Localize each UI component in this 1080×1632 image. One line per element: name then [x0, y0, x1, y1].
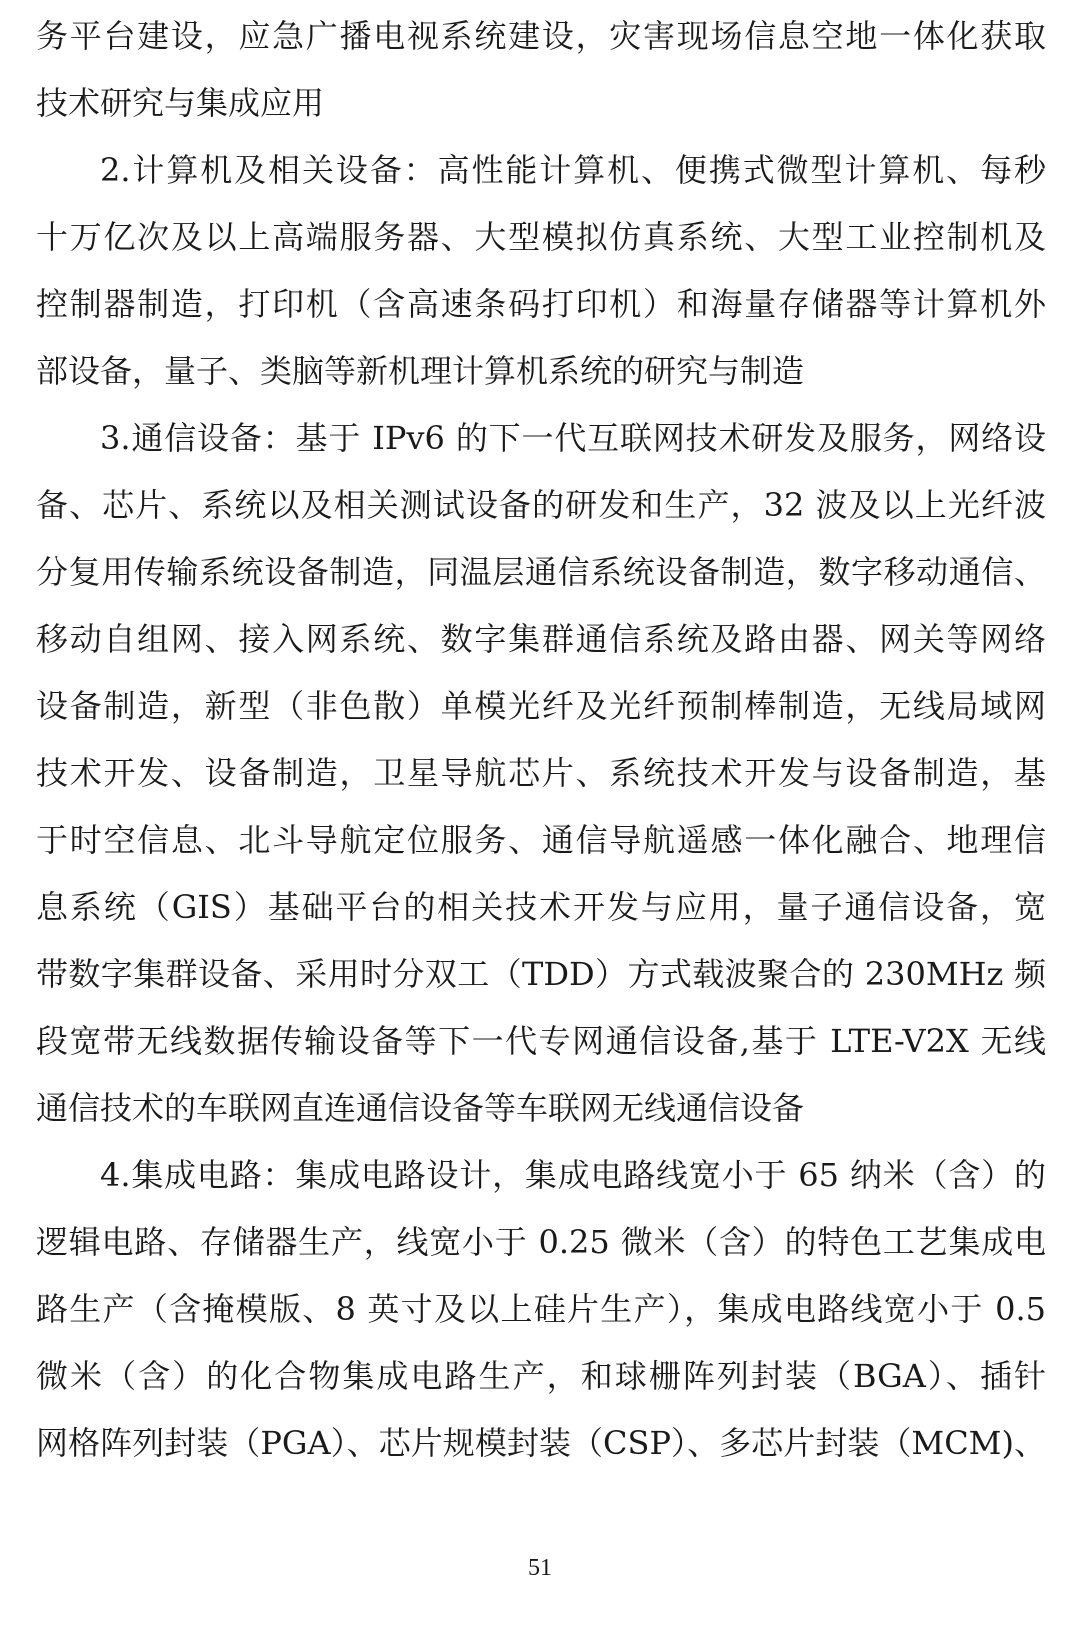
- text-line: 网格阵列封装（PGA）、芯片规模封装（CSP）、多芯片封装（MCM)、: [36, 1424, 1046, 1462]
- text-line: 息系统（GIS）基础平台的相关技术开发与应用，量子通信设备，宽: [36, 888, 1046, 926]
- text-line: 通信技术的车联网直连通信设备等车联网无线通信设备: [36, 1089, 805, 1127]
- text-line: 务平台建设，应急广播电视系统建设，灾害现场信息空地一体化获取: [36, 17, 1046, 55]
- text-line: 3.通信设备：基于 IPv6 的下一代互联网技术研发及服务，网络设: [100, 419, 1046, 457]
- text-line: 4.集成电路：集成电路设计，集成电路线宽小于 65 纳米（含）的: [100, 1156, 1046, 1194]
- text-line: 技术开发、设备制造，卫星导航芯片、系统技术开发与设备制造，基: [36, 754, 1046, 792]
- text-line: 备、芯片、系统以及相关测试设备的研发和生产，32 波及以上光纤波: [36, 486, 1046, 524]
- page-number: 51: [528, 1555, 552, 1581]
- text-line: 逻辑电路、存储器生产，线宽小于 0.25 微米（含）的特色工艺集成电: [36, 1223, 1046, 1261]
- text-line: 设备制造，新型（非色散）单模光纤及光纤预制棒制造，无线局域网: [36, 687, 1046, 725]
- text-line: 分复用传输系统设备制造，同温层通信系统设备制造，数字移动通信、: [36, 553, 1046, 591]
- text-line: 于时空信息、北斗导航定位服务、通信导航遥感一体化融合、地理信: [36, 821, 1046, 859]
- text-line: 微米（含）的化合物集成电路生产，和球栅阵列封装（BGA）、插针: [36, 1357, 1046, 1395]
- text-line: 移动自组网、接入网系统、数字集群通信系统及路由器、网关等网络: [36, 620, 1046, 658]
- text-line: 控制器制造，打印机（含高速条码打印机）和海量存储器等计算机外: [36, 285, 1046, 323]
- text-line: 段宽带无线数据传输设备等下一代专网通信设备,基于 LTE-V2X 无线: [36, 1022, 1046, 1060]
- text-line: 技术研究与集成应用: [36, 84, 325, 122]
- text-line: 十万亿次及以上高端服务器、大型模拟仿真系统、大型工业控制机及: [36, 218, 1046, 256]
- text-line: 路生产（含掩模版、8 英寸及以上硅片生产），集成电路线宽小于 0.5: [36, 1290, 1046, 1328]
- text-line: 部设备，量子、类脑等新机理计算机系统的研究与制造: [36, 352, 805, 390]
- text-line: 带数字集群设备、采用时分双工（TDD）方式载波聚合的 230MHz 频: [36, 955, 1046, 993]
- text-line: 2.计算机及相关设备：高性能计算机、便携式微型计算机、每秒: [100, 151, 1046, 189]
